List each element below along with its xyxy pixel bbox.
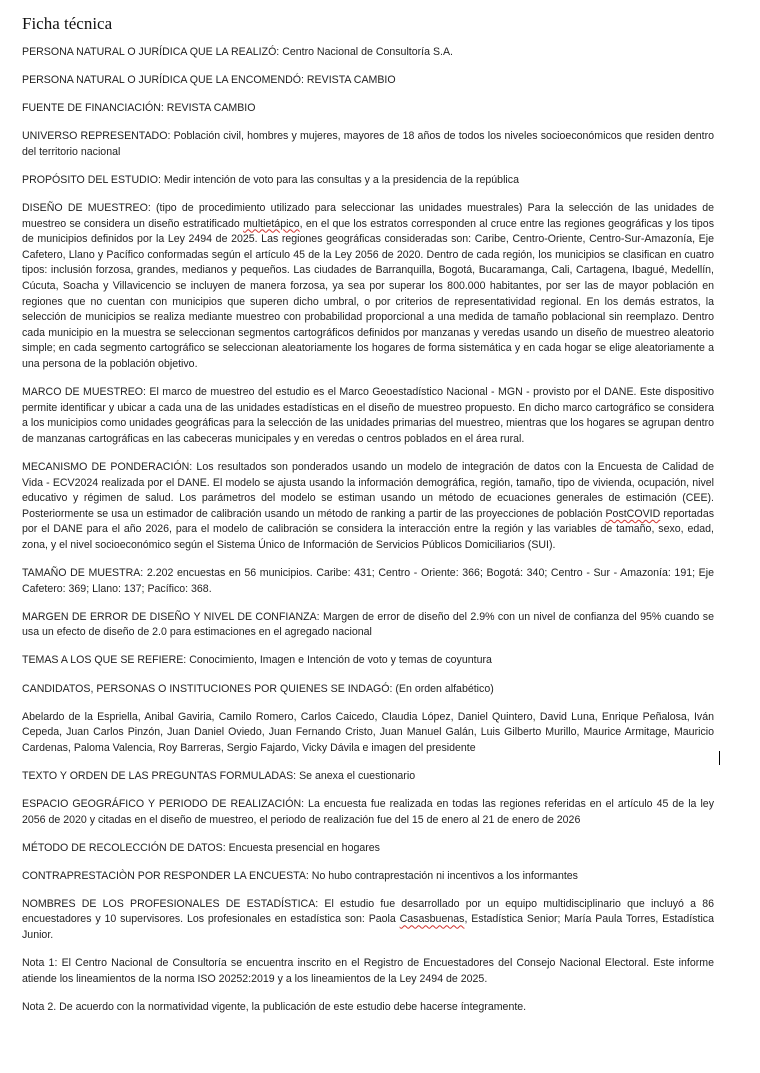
document-title: Ficha técnica [22,14,113,33]
paragraph-realizo: PERSONA NATURAL O JURÍDICA QUE LA REALIZÓ: Centro Nacional de Consultoría S.A. [22,46,453,58]
paragraph-espacio-periodo: ESPACIO GEOGRÁFICO Y PERIODO DE REALIZACIÓN: La encuesta fue realizada en todas las regiones referidas en el artículo 45 de la ley 2056 de 2020 y citadas en el diseño de muestreo, el periodo de realización fue del 15 de enero al 21 de enero de 2026 [22,797,714,826]
paragraph-ponderacion-part1: MECANISMO DE PONDERACIÓN: Los resultados son ponderados usando un modelo de integración de datos con la Encuesta de Calidad de Vida - ECV2024 realizada por el DANE. El modelo se ajusta usando la información demográfica, región, tamaño, tipo de vivienda, ocupación, nivel educativo y régimen de salud. Los parámetros del modelo se estiman usando un método de ecuaciones generales de estimación (CEE). Posteriormente se usa un estimador de calibración usando un método de ranking a partir de las proyecciones de población [22,460,714,520]
paragraph-nota-2: Nota 2. De acuerdo con la normatividad vigente, la publicación de este estudio debe hacerse íntegramente. [22,1000,527,1013]
paragraph-diseno-muestreo [22,201,714,373]
paragraph-candidatos-header: CANDIDATOS, PERSONAS O INSTITUCIONES POR QUIENES SE INDAGÓ: (En orden alfabético) [22,682,494,695]
paragraph-profesionales-part2: , Estadística Senior; María Paula Torres, Estadística Junior. [22,913,714,942]
paragraph-ponderacion-part2: reportadas por el DANE para el año 2026, para el modelo de calibración se considera la interacción entre la región y las variables de tamaño, sexo, edad, zona, y el nivel socioeconómico según el Sistema Único de Información de Servicios Públicos Domiciliarios (SUI). [22,507,715,551]
paragraph-universo: UNIVERSO REPRESENTADO: Población civil, hombres y mujeres, mayores de 18 años de todos los niveles socioeconómicos que residen dentro del territorio nacional [22,130,714,158]
paragraph-profesionales [22,897,714,944]
paragraph-margen-error: MARGEN DE ERROR DE DISEÑO Y NIVEL DE CONFIANZA: Margen de error de diseño del 2.9% con un nivel de confianza del 95% cuando se usa un efecto de diseño de 2.0 para estimaciones en el agregado nacional [22,610,714,639]
paragraph-preguntas: TEXTO Y ORDEN DE LAS PREGUNTAS FORMULADAS: Se anexa el cuestionario [22,769,416,782]
paragraph-profesionales-part1: NOMBRES DE LOS PROFESIONALES DE ESTADÍSTICA: El estudio fue desarrollado por un equipo multidisciplinario que incluyó a 86 encuestadores y 10 supervisores. Los profesionales en estadística son: Paola [22,897,714,926]
paragraph-contraprestacion: CONTRAPRESTACIÒN POR RESPONDER LA ENCUESTA: No hubo contraprestación ni incentivos a los informantes [22,869,578,882]
paragraph-encomendo: PERSONA NATURAL O JURÍDICA QUE LA ENCOMENDÓ: REVISTA CAMBIO [22,74,396,87]
paragraph-proposito: PROPÓSITO DEL ESTUDIO: Medir intención de voto para las consultas y a la presidencia de la república [22,173,519,186]
spellcheck-word[interactable]: multietápico [243,217,300,230]
paragraph-temas: TEMAS A LOS QUE SE REFIERE: Conocimiento, Imagen e Intención de voto y temas de coyuntura [22,654,492,667]
paragraph-diseno-muestreo-part2: , en el que los estratos corresponden al cruce entre las regiones geográficas y los tipos de municipios definidos por la Ley 2494 de 2025. Las regiones geográficas consideradas son: Caribe, Centro-Oriente, Centro-Sur-Amazonía, Eje Cafetero, Llano y Pacífico conformadas según el artículo 45 de la Ley 2056 de 2020. Dentro de cada región, los municipios se clasifican en cuatro tipos: inclusión forzosa, grandes, medianos y pequeños. Las ciudades de Barranquilla, Bogotá, Bucaramanga, Cali, Cartagena, Ibagué, Medellín, Cúcuta, Soacha y Villavicencio se incluyen de manera forzosa, ya sea por superar los 800.000 habitantes, por ser las de mayor población en regiones que no cuentan con municipios que superen dicho umbral, o por criterios de representatividad regional. En los demás estratos, la selección de municipios se realiza mediante muestreo con probabilidad proporcional a una medida de tamaño poblacional sin reemplazo. Dentro cada municipio en la muestra se seleccionan segmentos cartográficos definidos por manzanas y veredas usando un diseño de muestreo aleatorio simple; en cada segmento cartográfico se seleccionan aleatoriamente los hogares de forma sistemática y en cada hogar se elige aleatoriamente a una persona de la población objetivo. [22,217,714,370]
paragraph-ponderacion [22,460,714,554]
paragraph-diseno-muestreo-part1: DISEÑO DE MUESTREO: (tipo de procedimiento utilizado para seleccionar las unidades muestrales) Para la selección de las unidades de muestreo se considera un diseño estratificado [22,202,714,230]
paragraph-marco-muestreo: MARCO DE MUESTREO: El marco de muestreo del estudio es el Marco Geoestadístico Nacional - MGN - provisto por el DANE. Este dispositivo permite identificar y ubicar a cada una de las unidades estadísticas en el diseño de muestreo propuesto. En dicho marco cartográfico se considera a los municipios como unidades geográficas para la selección de las unidades primarias del muestreo, mientras que los hogares se agrupan dentro de manzanas cartográficas en las cabeceras municipales y en veredas o centros poblados en el área rural. [22,386,714,445]
spellcheck-word[interactable]: Casasbuenas [399,913,465,926]
paragraph-tamano-muestra: TAMAÑO DE MUESTRA: 2.202 encuestas en 56 municipios. Caribe: 431; Centro - Oriente: 366; Bogotá: 340; Centro - Sur - Amazonía: 191; Eje Cafetero: 369; Llano: 137; Pacífico: 368. [22,567,714,595]
text-cursor [719,751,720,765]
paragraph-financiacion: FUENTE DE FINANCIACIÓN: REVISTA CAMBIO [22,102,256,115]
document-page [22,14,714,1028]
paragraph-candidatos-list: Abelardo de la Espriella, Anibal Gaviria, Camilo Romero, Carlos Caicedo, Claudia López, Daniel Quintero, David Luna, Enrique Peñalosa, Iván Cepeda, Juan Carlos Pinzón, Juan Daniel Oviedo, Juan Fernando Cristo, Juan Manuel Galán, Luis Gilberto Murillo, Maurice Armitage, Mauricio Cardenas, Paloma Valencia, Roy Barreras, Sergio Fajardo, Vicky Dávila e imagen del presidente [22,710,714,754]
paragraph-nota-1: Nota 1: El Centro Nacional de Consultoría se encuentra inscrito en el Registro de Encuestadores del Consejo Nacional Electoral. Este informe atiende los lineamientos de la norma ISO 20252:2019 y a los lineamientos de la Ley 2494 de 2025. [22,957,714,985]
spellcheck-word[interactable]: PostCOVID [605,507,661,520]
paragraph-metodo: MÉTODO DE RECOLECCIÓN DE DATOS: Encuesta presencial en hogares [22,841,380,854]
